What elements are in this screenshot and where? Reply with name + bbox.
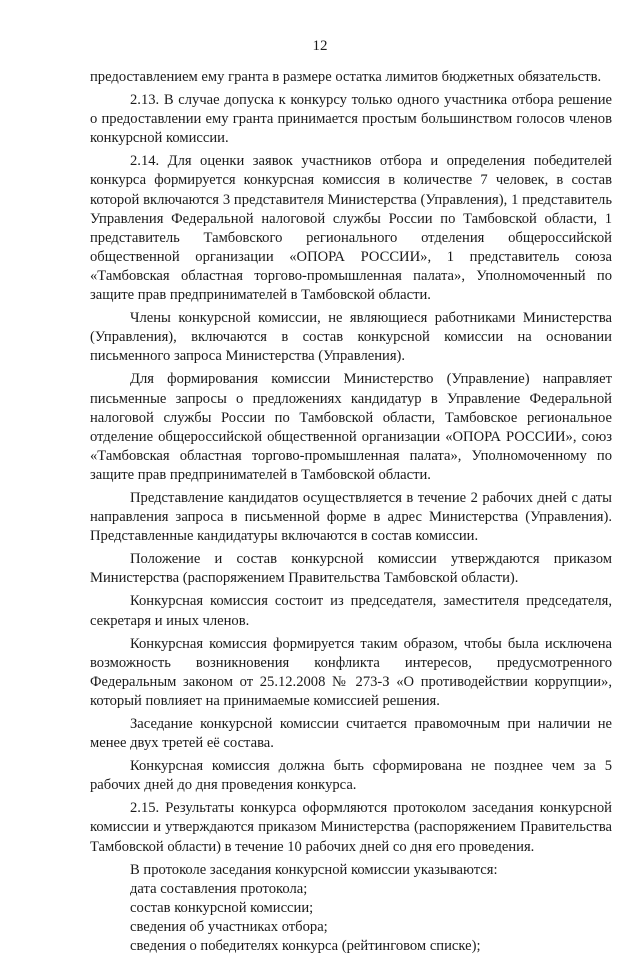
list-item: дата составления протокола; bbox=[130, 880, 308, 897]
paragraph: предоставлением ему гранта в размере остатка лимитов бюджетных обязательств. bbox=[90, 69, 602, 85]
paragraph: В протоколе заседания конкурсной комиссии указываются: bbox=[130, 861, 498, 878]
paragraph: Представление кандидатов осуществляется в течение 2 рабочих дней с даты направления запроса в письменной форме в адрес Министерства (Управления). Представленные кандидатуры включаются в состав комиссии. bbox=[90, 489, 612, 545]
paragraph: Члены конкурсной комиссии, не являющиеся работниками Министерства (Управления), включаются в состав конкурсной комиссии на основании письменного запроса Министерства (Управления). bbox=[90, 310, 612, 365]
paragraph: 2.14. Для оценки заявок участников отбора и определения победителей конкурса формируется конкурсная комиссия в количестве 7 человек, в состав которой включаются 3 представителя Министерства (Управления), 1 представитель Управления Федеральной налоговой службы России по Тамбовской области, 1 представитель Тамбовского регионального отделения общероссийской общественной организации «ОПОРА РОССИИ», 1 представитель союза «Тамбовская областная торгово-промышленная палата», Уполномоченный по защите прав предпринимателей в Тамбовской области. bbox=[90, 153, 612, 304]
paragraph: Конкурсная комиссия должна быть сформирована не позднее чем за 5 рабочих дней до дня проведения конкурса. bbox=[90, 758, 612, 794]
paragraph: Положение и состав конкурсной комиссии утверждаются приказом Министерства (распоряжением Правительства Тамбовской области). bbox=[90, 551, 612, 587]
page-number: 12 bbox=[312, 38, 328, 54]
list-item: состав конкурсной комиссии; bbox=[130, 899, 314, 916]
document-body bbox=[90, 68, 612, 956]
paragraph: Конкурсная комиссия формируется таким образом, чтобы была исключена возможность возникновения конфликта интересов, предусмотренного Федеральным законом от 25.12.2008 № 273-З «О противодействии коррупции», который повлияет на принимаемые комиссией решения. bbox=[90, 635, 612, 709]
list-item: сведения о победителях конкурса (рейтинговом списке); bbox=[130, 938, 481, 955]
paragraph: Для формирования комиссии Министерство (Управление) направляет письменные запросы о предложениях кандидатур в Управление Федеральной налоговой службы России по Тамбовской области, Тамбовское региональное отделение общероссийской общественной организации «ОПОРА РОССИИ», союз «Тамбовская областная торгово-промышленная палата», Уполномоченному по защите прав предпринимателей в Тамбовской области. bbox=[90, 371, 612, 483]
paragraph: 2.13. В случае допуска к конкурсу только одного участника отбора решение о предоставлении ему гранта принимается простым большинством голосов членов конкурсной комиссии. bbox=[90, 92, 612, 147]
paragraph: Конкурсная комиссия состоит из председателя, заместителя председателя, секретаря и иных членов. bbox=[90, 593, 612, 629]
list-item: сведения об участниках отбора; bbox=[130, 918, 328, 935]
paragraph: 2.15. Результаты конкурса оформляются протоколом заседания конкурсной комиссии и утверждаются приказом Министерства (распоряжением Правительства Тамбовской области) в течение 10 рабочих дней со дня его проведения. bbox=[90, 800, 612, 855]
paragraph: Заседание конкурсной комиссии считается правомочным при наличии не менее двух третей её состава. bbox=[90, 716, 612, 752]
